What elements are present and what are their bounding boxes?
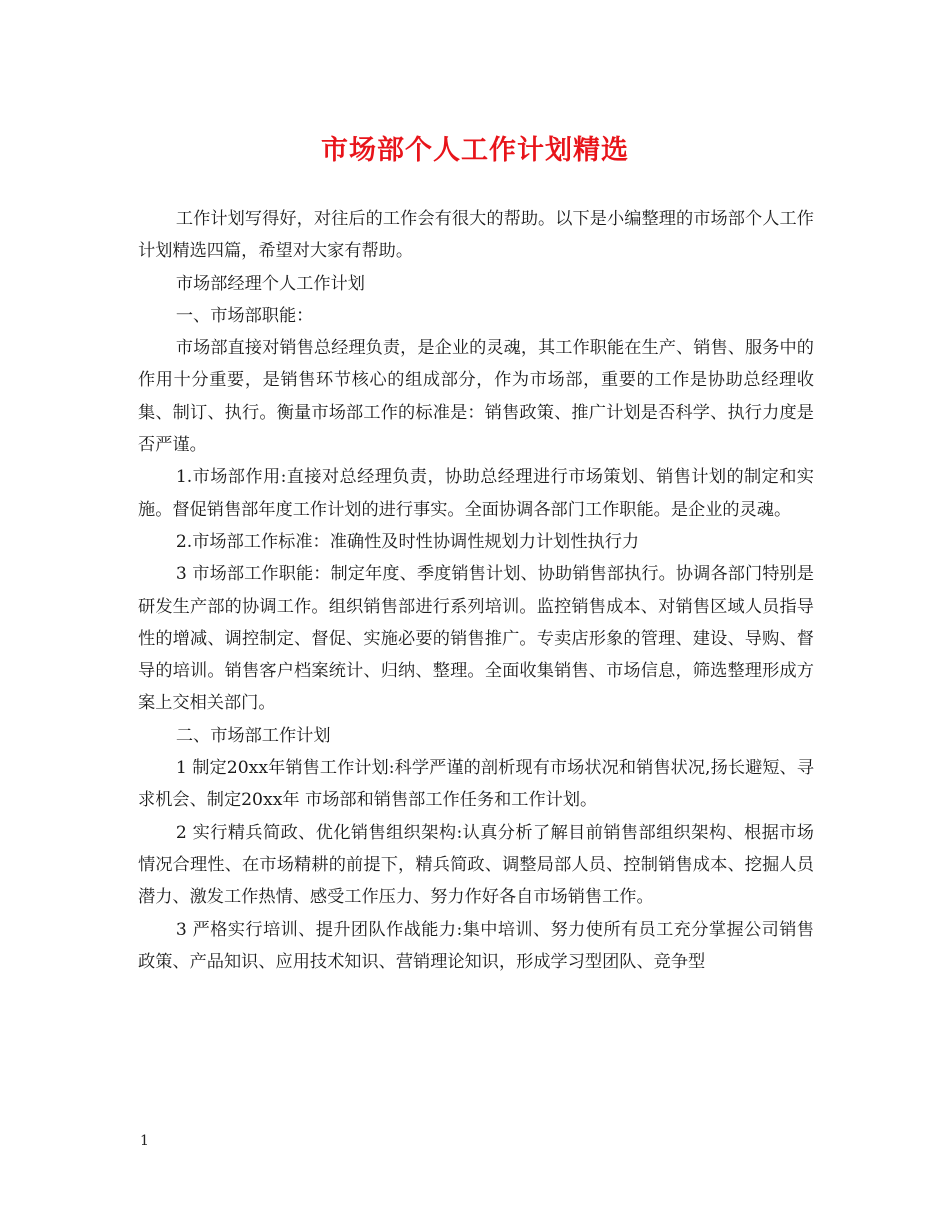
document-body <box>138 203 814 978</box>
paragraph-plan-2: 2 实行精兵简政、优化销售组织架构:认真分析了解目前销售部组织架构、根据市场情况合理性、在市场精耕的前提下，精兵简政、调整局部人员、控制销售成本、挖掘人员潜力、激发工作热情、感受工作压力、努力作好各自市场销售工作。 <box>138 822 814 908</box>
paragraph-item-3: 3 市场部工作职能：制定年度、季度销售计划、协助销售部执行。协调各部门特别是研发生产部的协调工作。组织销售部进行系列培训。监控销售成本、对销售区域人员指导性的增减、调控制定、督促、实施必要的销售推广。专卖店形象的管理、建设、导购、督导的培训。销售客户档案统计、归纳、整理。全面收集销售、市场信息，筛选整理形成方案上交相关部门。 <box>138 564 814 714</box>
paragraph-plan-1: 1 制定20xx年销售工作计划:科学严谨的剖析现有市场状况和销售状况,扬长避短、寻求机会、制定20xx年 市场部和销售部工作任务和工作计划。 <box>138 758 814 811</box>
paragraph-item-1: 1.市场部作用:直接对总经理负责，协助总经理进行市场策划、销售计划的制定和实施。督促销售部年度工作计划的进行事实。全面协调各部门工作职能。是企业的灵魂。 <box>138 467 814 520</box>
paragraph-plan-3: 3 严格实行培训、提升团队作战能力:集中培训、努力使所有员工充分掌握公司销售政策、产品知识、应用技术知识、营销理论知识，形成学习型团队、竞争型 <box>138 919 814 972</box>
paragraph-functions: 市场部直接对销售总经理负责，是企业的灵魂，其工作职能在生产、销售、服务中的作用十分重要，是销售环节核心的组成部分，作为市场部，重要的工作是协助总经理收集、制订、执行。衡量市场部工作的标准是：销售政策、推广计划是否科学、执行力度是否严谨。 <box>138 338 814 456</box>
paragraph-intro: 工作计划写得好，对往后的工作会有很大的帮助。以下是小编整理的市场部个人工作计划精选四篇，希望对大家有帮助。 <box>138 209 814 262</box>
document-title: 市场部个人工作计划精选 <box>321 135 629 166</box>
page-number: 1 <box>140 1133 149 1149</box>
section-heading-1: 一、市场部职能： <box>175 305 314 326</box>
section-heading-2: 二、市场部工作计划 <box>175 725 331 746</box>
paragraph-item-2: 2.市场部工作标准：准确性及时性协调性规划力计划性执行力 <box>175 531 640 552</box>
paragraph-subtitle: 市场部经理个人工作计划 <box>175 273 365 294</box>
